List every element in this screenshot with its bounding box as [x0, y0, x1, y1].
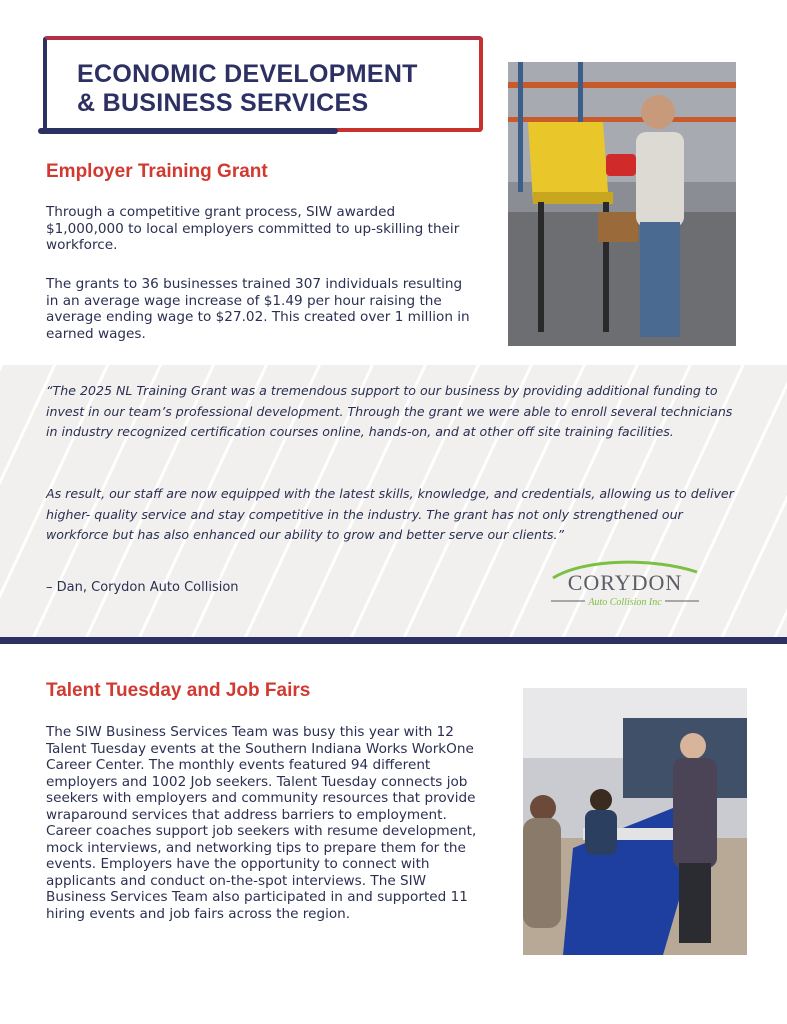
training-grant-paragraph-1: Through a competitive grant process, SIW awarded $1,000,000 to local employers committed to up-skilling their workforce.	[46, 204, 460, 253]
job-fair-photo-image	[523, 688, 747, 955]
job-fair-photo	[523, 688, 747, 955]
corydon-logo	[545, 556, 705, 612]
training-grant-paragraph-2: The grants to 36 businesses trained 307 individuals resulting in an average wage increase of $1.49 per hour raising the average ending wage to $27.02. This created over 1 million in earned wages.	[46, 276, 470, 342]
testimonial-attribution: – Dan, Corydon Auto Collision	[46, 580, 239, 595]
svg-text:Auto Collision Inc: Auto Collision Inc	[588, 597, 662, 608]
worker-photo	[508, 62, 736, 346]
testimonial-quote-2: As result, our staff are now equipped with the latest skills, knowledge, and credentials, allowing us to deliver higher- quality service and stay competitive in the industry. The grant has not only strengthened our workforce but has also enhanced our ability to grow and better serve our clients.”	[46, 486, 734, 542]
svg-text:CORYDON: CORYDON	[567, 570, 683, 595]
page-title-line2: & BUSINESS SERVICES	[77, 89, 369, 117]
testimonial-quote-1: “The 2025 NL Training Grant was a tremendous support to our business by providing additional funding to invest in our team’s professional development. Through the grant we were able to enroll several technicians in industry recognized certification courses online, hands-on, and at other off site training facilities.	[46, 383, 733, 439]
worker-photo-image	[508, 62, 736, 346]
band-divider	[0, 637, 787, 644]
page-title-line1: ECONOMIC DEVELOPMENT	[77, 60, 418, 88]
talent-tuesday-paragraph: The SIW Business Services Team was busy this year with 12 Talent Tuesday events at the Southern Indiana Works WorkOne Career Center. The monthly events featured 94 different employers and 1002 Job seekers. Talent Tuesday connects job seekers with employers and community resources that provide wraparound services that address barriers to employment. Career coaches support job seekers with resume development, mock interviews, and networking tips to prepare them for the events. Employers have the opportunity to connect with applicants and conduct on-the-spot interviews. The SIW Business Services Team also participated in and supported 11 hiring events and job fairs across the region.	[46, 724, 477, 922]
corydon-logo-graphic	[545, 556, 705, 612]
training-grant-heading: Employer Training Grant	[46, 161, 268, 182]
talent-tuesday-heading: Talent Tuesday and Job Fairs	[46, 680, 311, 701]
title-box	[43, 36, 483, 132]
page-title	[77, 60, 418, 118]
